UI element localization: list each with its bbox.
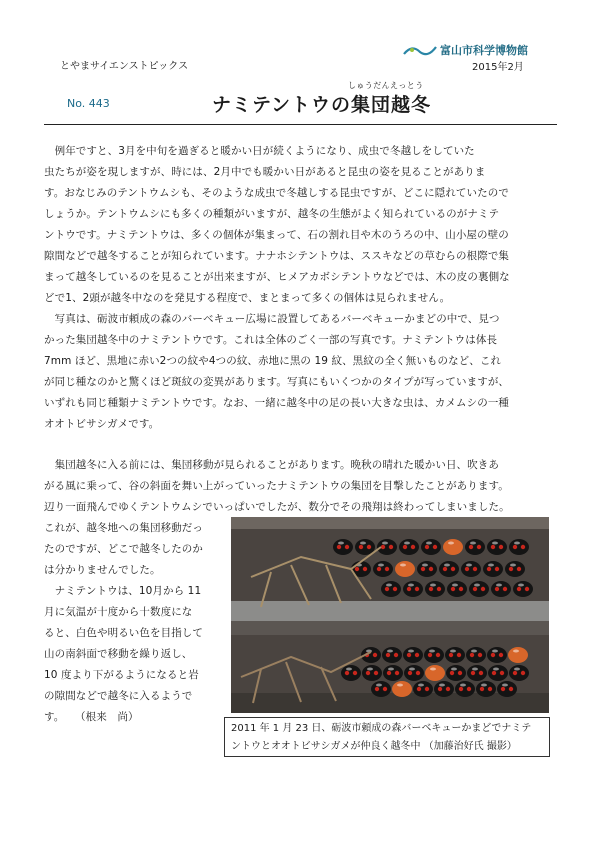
ladybird: [508, 647, 528, 663]
text-line: ナミテントウは、10月から 11: [44, 585, 202, 597]
ladybird: [513, 581, 533, 597]
ladybird: [371, 681, 391, 697]
ladybird: [505, 561, 525, 577]
museum-logo-icon: [402, 44, 438, 58]
ladybird: [413, 681, 433, 697]
text-line: 集団越冬に入る前には、集団移動が見られることがあります。晩秋の晴れた暖かい日、吹きあ: [44, 459, 499, 471]
text-line: す。 （根来 尚）: [44, 711, 139, 723]
text-line: の隙間などで越冬に入るようで: [44, 690, 193, 702]
text-line: 虫たちが姿を現しますが、時には、2月中でも暖かい日があると昆虫の姿を見ることがありま: [44, 166, 486, 178]
ladybird: [447, 581, 467, 597]
text-line: す。おなじみのテントウムシも、そのような成虫で冬越しする昆虫ですが、どこに隠れていたので: [44, 187, 509, 199]
text-line: がる風に乗って、谷の斜面を舞い上がっていったナミテントウの集団を目撃したことがあります。: [44, 480, 509, 492]
grill-frame-bottom: [231, 693, 549, 713]
ladybird: [424, 647, 444, 663]
text-line: が同じ種なのかと驚くほど斑紋の変異があります。写真にもいくつかのタイプが写っていますが、: [44, 376, 510, 388]
text-line: しょうか。テントウムシにも多くの種類がいますが、越冬の生態がよく知られているのがナミテ: [44, 208, 500, 220]
text-line: オオトビサシガメです。: [44, 418, 160, 430]
ladybird: [491, 581, 511, 597]
ladybird: [403, 581, 423, 597]
ladybird: [362, 665, 382, 681]
article-paragraph-5: [44, 581, 224, 728]
caption-line: ントウとオオトビサシガメが仲良く越冬中 （加藤治好氏 撮影）: [231, 741, 517, 752]
ladybird: [341, 665, 361, 681]
text-line: 写真は、砺波市頼成の森のバーベキュー広場に設置してあるバーベキューかまどの中で、見つ: [44, 313, 500, 325]
text-line: は分かりませんでした。: [44, 564, 161, 576]
ladybird: [483, 561, 503, 577]
text-line: ると、白色や明るい色を目指して: [44, 627, 203, 639]
text-line: 7mm ほど、黒地に赤い2つの紋や4つの紋、赤地に黒の 19 紋、黒紋の全く無いものなど、これ: [44, 355, 502, 367]
issue-number: No. 443: [67, 97, 110, 110]
ladybird: [417, 561, 437, 577]
ladybird: [509, 665, 529, 681]
ladybird: [434, 681, 454, 697]
text-line: かった集団越冬中のナミテントウです。これは全体のごく一部の写真です。ナミテントウは体長: [44, 334, 498, 346]
ladybird: [476, 681, 496, 697]
ladybird: [403, 647, 423, 663]
ladybird: [487, 647, 507, 663]
ladybird: [373, 561, 393, 577]
ladybird: [425, 581, 445, 597]
series-name: とやまサイエンストピックス: [60, 61, 189, 72]
ladybird: [465, 539, 485, 555]
ladybird: [421, 539, 441, 555]
grill-gap: [231, 621, 549, 635]
ladybird: [455, 681, 475, 697]
ladybird: [333, 539, 353, 555]
ladybird-overwintering-photo: [231, 517, 549, 713]
ladybird: [425, 665, 445, 681]
ladybird: [466, 647, 486, 663]
grill-bar: [231, 601, 549, 621]
ladybird: [383, 665, 403, 681]
article-paragraph-3: [44, 455, 556, 518]
caption-line: 2011 年 1 月 23 日、砺波市頼成の森バーベキューかまどでナミテ: [231, 723, 532, 734]
ladybird: [382, 647, 402, 663]
photo-illustration: [231, 517, 549, 713]
ladybird: [443, 539, 463, 555]
text-line: ントウです。ナミテントウは、多くの個体が集まって、石の割れ目や木のうろの中、山小屋の壁の: [44, 229, 509, 241]
ladybird: [497, 681, 517, 697]
grill-frame-top: [231, 517, 549, 529]
text-line: 辺り一面飛んでゆくテントウムシでいっぱいでしたが、数分でその飛翔は終わってしまいました。: [44, 501, 510, 513]
text-line: いずれも同じ種類ナミテントウです。なお、一緒に越冬中の足の長い大きな虫は、カメムシの一種: [44, 397, 510, 409]
ladybird: [395, 561, 415, 577]
title-reading: しゅうだんえっとう: [348, 81, 424, 90]
ladybird: [461, 561, 481, 577]
article-paragraph-4: [44, 518, 222, 581]
museum-name: 富山市科学博物館: [440, 44, 528, 57]
text-line: 山の南斜面で移動を繰り返し、: [44, 648, 193, 660]
issue-date: 2015年2月: [472, 62, 524, 73]
ladybird: [469, 581, 489, 597]
page-title: ナミテントウの集団越冬: [212, 94, 432, 116]
text-line: たのですが、どこで越冬したのか: [44, 543, 203, 555]
ladybird: [381, 581, 401, 597]
ladybird: [487, 539, 507, 555]
text-line: どで1、2頭が越冬中なのを発見する程度で、まとまって多くの個体は見られません。: [44, 292, 451, 304]
text-line: 例年ですと、3月を中旬を過ぎると暖かい日が続くようになり、成虫で冬越しをしていた: [44, 145, 475, 157]
text-line: 月に気温が十度から十数度にな: [44, 606, 193, 618]
article-paragraph-1: [44, 141, 556, 309]
text-line: 10 度より下がるようになると岩: [44, 669, 199, 681]
ladybird: [467, 665, 487, 681]
ladybird: [439, 561, 459, 577]
ladybird: [404, 665, 424, 681]
text-line: これが、越冬地への集団移動だっ: [44, 522, 203, 534]
article-paragraph-2: [44, 309, 556, 435]
ladybird: [509, 539, 529, 555]
title-divider: [44, 124, 557, 125]
ladybird: [399, 539, 419, 555]
text-line: 隙間などで越冬することが知られています。ナナホシテントウは、ススキなどの草むらの根際で集: [44, 250, 510, 262]
ladybird: [446, 665, 466, 681]
ladybird: [392, 681, 412, 697]
photo-caption: [224, 717, 550, 757]
text-line: まって越冬しているのを見ることが出来ますが、ヒメアカボシテントウなどでは、木の皮の裏側な: [44, 271, 510, 283]
ladybird: [445, 647, 465, 663]
ladybird: [488, 665, 508, 681]
